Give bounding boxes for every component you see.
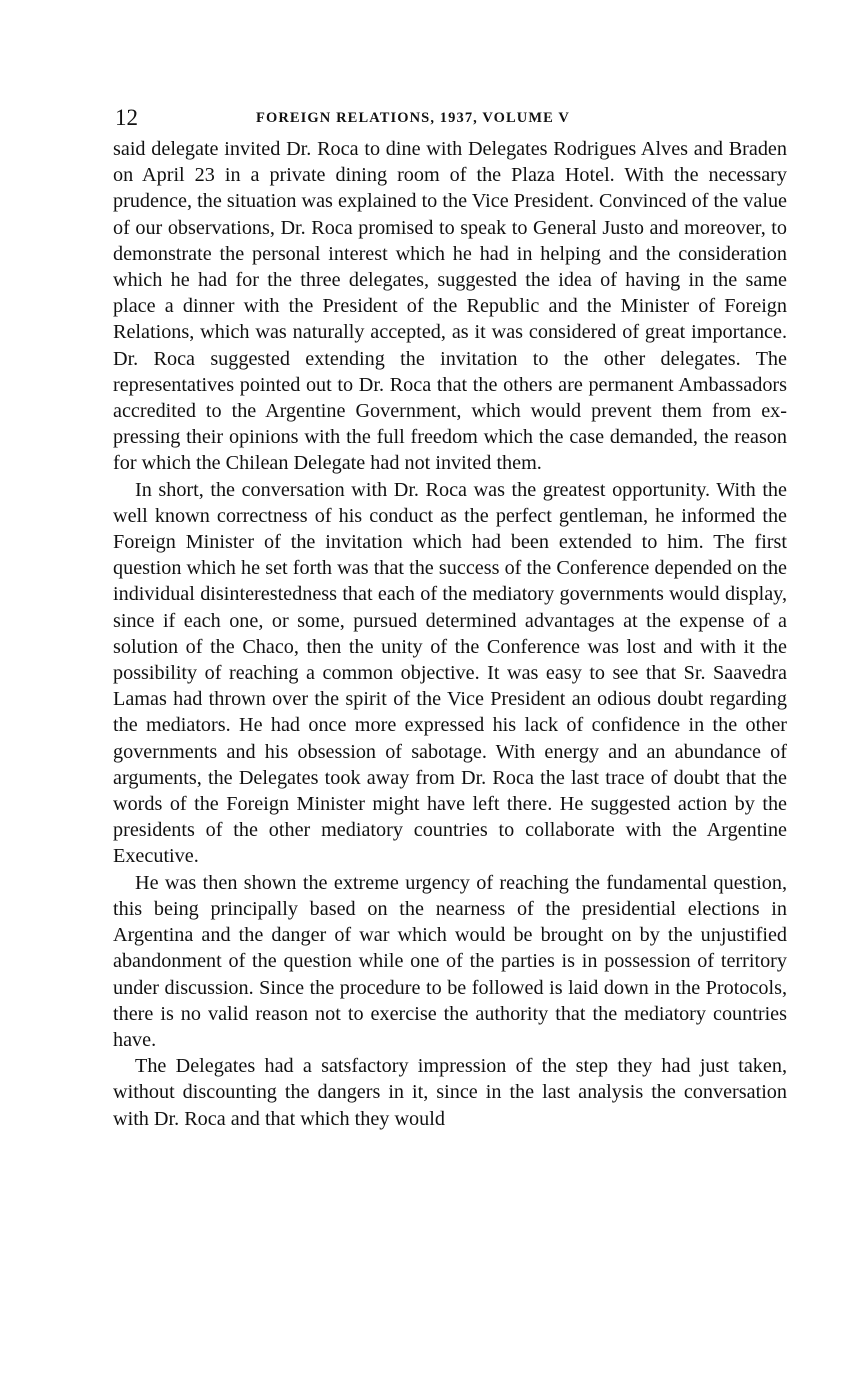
paragraph-2: In short, the conversation with Dr. Roca was the greatest opportunity. With the well known correctness of his conduct as the perfect gentleman, he informed the Foreign Minister of the invitation which had been extended to him. The first question which he set forth was that the success of the Conference depended on the individual disinterestedness that each of the mediatory governments would display, since if each one, or some, pursued determined advantages at the expense of a solution of the Chaco, then the unity of the Conference was lost and with it the possibility of reaching a common objective. It was easy to see that Sr. Saavedra Lamas had thrown over the spirit of the Vice President an odious doubt regarding the mediators. He had once more expressed his lack of confidence in the other governments and his obsession of sabotage. With energy and an abundance of arguments, the Delegates took away from Dr. Roca the last trace of doubt that the words of the Foreign Minister might have left there. He suggested action by the presidents of the other mediatory countries to collaborate with the Argentine Executive.: [113, 478, 787, 868]
body-text: [113, 136, 787, 1132]
running-head: FOREIGN RELATIONS, 1937, VOLUME V: [256, 110, 570, 126]
page-header: [113, 100, 787, 136]
page-number: 12: [115, 105, 138, 130]
paragraph-4: The Delegates had a satsfactory impression of the step they had just taken, without discounting the dangers in it, since in the last analysis the conversation with Dr. Roca and that which they would: [113, 1055, 787, 1130]
paragraph-1: said delegate invited Dr. Roca to dine with Delegates Rodrigues Alves and Braden on April 23 in a private dining room of the Plaza Hotel. With the necessary prudence, the situation was explained to the Vice President. Convinced of the value of our observations, Dr. Roca promised to speak to General Justo and moreover, to demonstrate the personal interest which he had in helping and the consideration which he had for the three delegates, suggested the idea of having in the same place a dinner with the President of the Republic and the Minister of Foreign Relations, which was naturally accepted, as it was considered of great importance. Dr. Roca suggested extending the invitation to the other delegates. The representatives pointed out to Dr. Roca that the others are permanent Ambassadors accredited to the Argentine Government, which would prevent them from expressing their opinions with the full freedom which the case demanded, the reason for which the Chilean Delegate had not invited them.: [113, 138, 787, 475]
document-page: [113, 100, 787, 1132]
paragraph-3: He was then shown the extreme urgency of reaching the fundamental question, this being principally based on the nearness of the presidential elections in Argentina and the danger of war which would be brought on by the unjustified abandonment of the question while one of the parties is in possession of territory under discussion. Since the procedure to be followed is laid down in the Protocols, there is no valid reason not to exercise the authority that the mediatory countries have.: [113, 871, 787, 1051]
